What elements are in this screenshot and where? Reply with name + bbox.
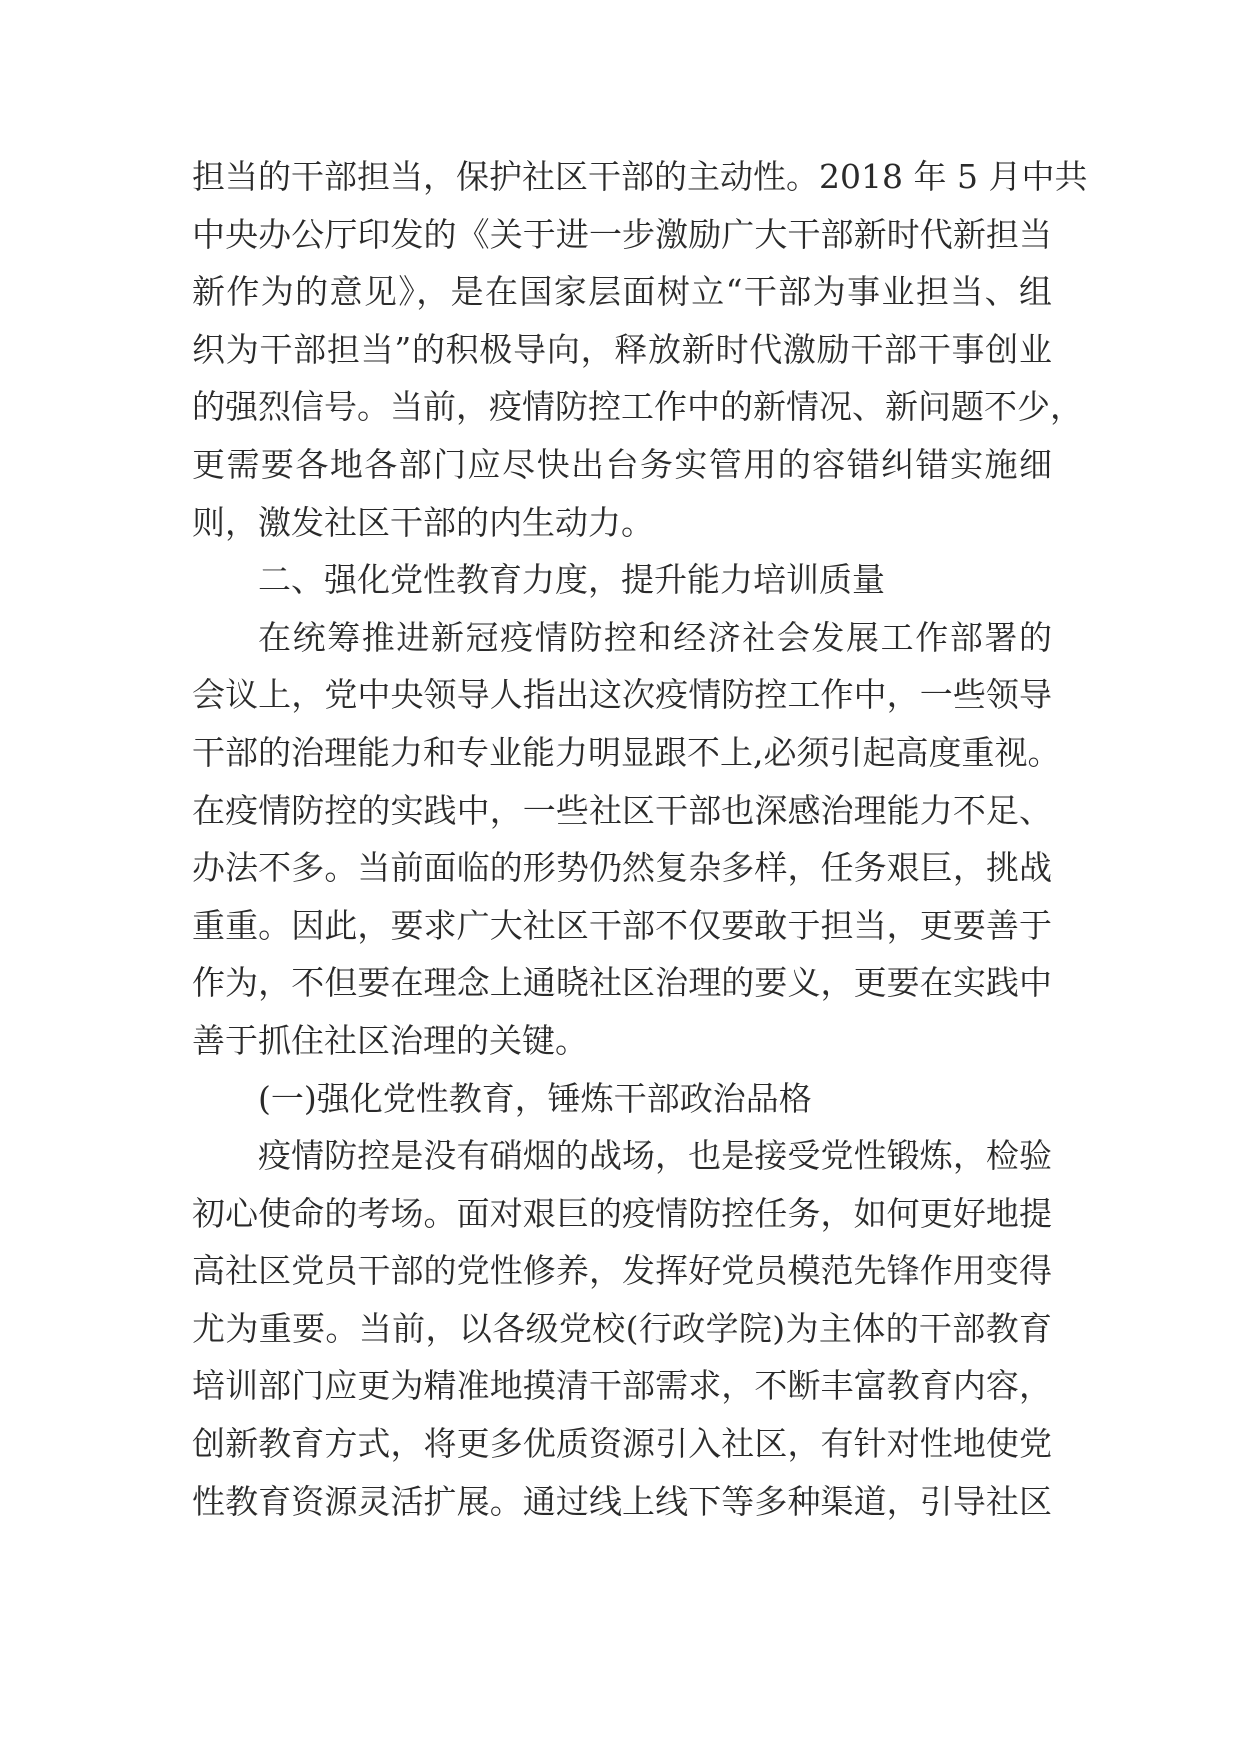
text-line: 中央办公厅印发的《关于进一步激励广大干部新时代新担当 [192, 214, 1052, 254]
text-line: 织为干部担当”的积极导向，释放新时代激励干部干事创业 [192, 329, 1052, 369]
text-line: 更需要各地各部门应尽快出台务实管用的容错纠错实施细 [192, 444, 1052, 484]
text-line: 的强烈信号。当前，疫情防控工作中的新情况、新问题不少， [192, 387, 1083, 427]
text-line: 培训部门应更为精准地摸清干部需求，不断丰富教育内容， [192, 1366, 1052, 1406]
text-line: 性教育资源灵活扩展。通过线上线下等多种渠道，引导社区 [192, 1481, 1052, 1521]
text-line: 在统筹推进新冠疫情防控和经济社会发展工作部署的 [258, 617, 1052, 657]
document-body [192, 148, 1088, 1530]
text-line: 创新教育方式，将更多优质资源引入社区，有针对性地使党 [192, 1424, 1052, 1464]
text-line: 在疫情防控的实践中，一些社区干部也深感治理能力不足、 [192, 790, 1052, 830]
text-line: 尤为重要。当前，以各级党校(行政学院)为主体的干部教育 [192, 1308, 1052, 1348]
text-line: 干部的治理能力和专业能力明显跟不上,必须引起高度重视。 [192, 732, 1061, 772]
text-line: 担当的干部担当，保护社区干部的主动性。2018 年 5 月中共 [192, 157, 1088, 196]
text-line: 疫情防控是没有硝烟的战场，也是接受党性锻炼，检验 [258, 1136, 1052, 1176]
text-line: 会议上，党中央领导人指出这次疫情防控工作中，一些领导 [192, 675, 1052, 715]
text-line: 新作为的意见》，是在国家层面树立“干部为事业担当、组 [192, 272, 1052, 312]
text-line: 重重。因此，要求广大社区干部不仅要敢于担当，更要善于 [192, 905, 1052, 945]
section-heading: 二、强化党性教育力度，提升能力培训质量 [258, 560, 885, 600]
subsection-heading: (一)强化党性教育，锤炼干部政治品格 [258, 1078, 812, 1118]
text-line: 初心使命的考场。面对艰巨的疫情防控任务，如何更好地提 [192, 1193, 1052, 1233]
text-line: 善于抓住社区治理的关键。 [192, 1020, 588, 1060]
text-line: 则，激发社区干部的内生动力。 [192, 502, 654, 542]
text-line: 作为，不但要在理念上通晓社区治理的要义，更要在实践中 [192, 963, 1052, 1003]
text-line: 办法不多。当前面临的形势仍然复杂多样，任务艰巨，挑战 [192, 848, 1052, 888]
text-line: 高社区党员干部的党性修养，发挥好党员模范先锋作用变得 [192, 1251, 1052, 1291]
